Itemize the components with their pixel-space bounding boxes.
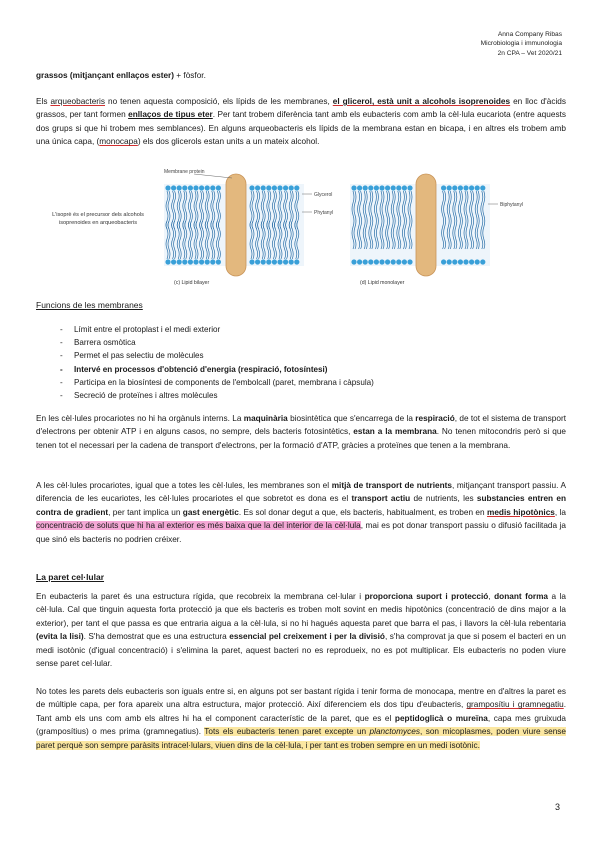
lipid-head bbox=[351, 259, 356, 264]
lipid-head bbox=[458, 259, 463, 264]
lipid-head bbox=[374, 185, 379, 190]
membrane-protein-shape bbox=[226, 174, 246, 276]
caption-lipid-monolayer: (d) Lipid monolayer bbox=[360, 280, 405, 286]
lipid-bilayer-diagram bbox=[164, 169, 333, 286]
lipid-head bbox=[480, 259, 485, 264]
functions-item: - Secreció de proteïnes i altres molècules bbox=[36, 389, 556, 402]
lipid-head bbox=[385, 259, 390, 264]
lipid-head bbox=[379, 259, 384, 264]
functions-item: - Intervé en processos d'obtenció d'energia (respiració, fotosíntesi) bbox=[36, 363, 556, 376]
lipid-head bbox=[193, 259, 198, 264]
lipid-head bbox=[452, 185, 457, 190]
caption-lipid-bilayer: (c) Lipid bilayer bbox=[174, 280, 210, 286]
lipid-monolayer-diagram bbox=[350, 174, 523, 286]
lipid-head bbox=[261, 259, 266, 264]
lipid-head bbox=[407, 185, 412, 190]
lipid-head bbox=[357, 185, 362, 190]
lipid-head bbox=[368, 259, 373, 264]
isoprene-side-note: L'isoprè és el precursor dels alcohols isoprenoides en arqueobacteris bbox=[52, 212, 144, 226]
lipid-head bbox=[266, 185, 271, 190]
paragraph-wall: En eubacteris la paret és una estructura rígida, que recobreix la membrana cel·lular i proporciona suport i protecció, donant forma a la cèl·lula. Cal que tinguin aquesta forta protecció ja que els bacteris es troben molt sovint en medis hipotònics (concentració de dins major a la exterior), per tant el que passa es que entraria aigua a la cèl·lula, si no hi hagués aquesta paret que barra el pas, i llavors la cèl·lula rebentaria (evita la lisi). S'ha demostrat que es una estructura essencial pel creixement i per la divisió, s'ha comprovat ja que si posem el bacteri en un medi isotònic (d'igual concentració) i s'elimina la paret, aquest bacteri no es reprodueix, no es pot multiplicar. Els eubacteris no poden viure sense paret cel·lular. bbox=[36, 592, 567, 669]
lipid-head bbox=[199, 259, 204, 264]
lipid-head bbox=[216, 259, 221, 264]
lipid-head bbox=[480, 185, 485, 190]
lipid-head bbox=[210, 259, 215, 264]
functions-list bbox=[36, 323, 556, 402]
lipid-head bbox=[469, 185, 474, 190]
page-header bbox=[481, 30, 562, 58]
lipid-head bbox=[272, 259, 277, 264]
wall-heading: La paret cel·lular bbox=[36, 572, 105, 582]
lipid-head bbox=[402, 259, 407, 264]
lipid-head bbox=[249, 259, 254, 264]
lipid-head bbox=[463, 185, 468, 190]
lipid-head bbox=[283, 259, 288, 264]
label-phytanyl: Phytanyl bbox=[314, 210, 334, 216]
lipid-head bbox=[188, 185, 193, 190]
header-course: 2n CPA – Vet 2020/21 bbox=[497, 49, 562, 57]
lipid-layers-diagram bbox=[154, 164, 554, 288]
lipid-head bbox=[396, 259, 401, 264]
lipid-head bbox=[458, 185, 463, 190]
lipid-head bbox=[188, 259, 193, 264]
lipid-head bbox=[469, 259, 474, 264]
lipid-head bbox=[249, 185, 254, 190]
header-author: Anna Company Ribas bbox=[497, 31, 562, 38]
lipid-head bbox=[255, 185, 260, 190]
lipid-head bbox=[182, 185, 187, 190]
lipid-head bbox=[447, 185, 452, 190]
lipid-head bbox=[396, 185, 401, 190]
label-membrane-protein: Membrane protein bbox=[164, 169, 205, 175]
functions-item: - Límit entre el protoplast i el medi exterior bbox=[36, 323, 556, 336]
lipid-head bbox=[407, 259, 412, 264]
lipid-head bbox=[266, 259, 271, 264]
lipid-head bbox=[463, 259, 468, 264]
lipid-head bbox=[205, 185, 210, 190]
lipid-head bbox=[165, 259, 170, 264]
lipid-head bbox=[475, 259, 480, 264]
lipid-head bbox=[289, 259, 294, 264]
paragraph-intro-continuation: grassos (mitjançant enllaços ester) + fòsfor. bbox=[36, 71, 206, 80]
lipid-head bbox=[363, 259, 368, 264]
paragraph-transport: A les cèl·lules procariotes, igual que a totes les cèl·lules, les membranes son el mitjà de transport de nutrients, mitjançant transport passiu. A diferencia de les eucariotes, les cèl·lules procariotes el que sobretot es dona es el transport actiu de nutrients, les substancies entren en contra de gradient, per tant implica un gast energètic. Es sol donar degut a que, els bacteris, habitualment, es troben en medis hipotònics, la concentració de soluts que hi ha al exterior es més baixa que la del interior de la cèl·lula, mai es pot donar transport passiu o difusió facilitada ja que sinó els bacteris no podrien créixer. bbox=[36, 481, 566, 544]
lipid-head bbox=[368, 185, 373, 190]
lipid-head bbox=[363, 185, 368, 190]
lipid-head bbox=[402, 185, 407, 190]
lipid-head bbox=[447, 259, 452, 264]
lipid-head bbox=[165, 185, 170, 190]
page-number: 3 bbox=[554, 802, 560, 812]
header-subject: Microbiologia i immunologia bbox=[480, 40, 562, 48]
lipid-head bbox=[199, 185, 204, 190]
lipid-head bbox=[351, 185, 356, 190]
functions-heading: Funcions de les membranes bbox=[36, 300, 143, 310]
functions-item: - Participa en la biosíntesi de components de l'embolcall (paret, membrana i càpsula) bbox=[36, 376, 556, 389]
lipid-head bbox=[294, 185, 299, 190]
lipid-head bbox=[391, 259, 396, 264]
lipid-head bbox=[205, 259, 210, 264]
lipid-head bbox=[374, 259, 379, 264]
label-glycerol: Glycerol bbox=[314, 192, 333, 198]
label-biphytanyl: Biphytanyl bbox=[500, 202, 524, 208]
lipid-head bbox=[193, 185, 198, 190]
lipid-head bbox=[216, 185, 221, 190]
membrane-figure bbox=[36, 164, 566, 290]
paragraph-organelles: En les cèl·lules procariotes no hi ha orgànuls interns. La maquinària biosintètica que s'encarrega de la respiració, de tot el sistema de transport d'electrons per obtenir ATP i en alguns casos, no sempre, dels bacteris fotosintètics, estan a la membrana. No tenen mitocondris però si que tenen tot el necessari per la cadena de transport d'electrons, per la formació d'ATP, gràcies a proteïnes que tenen a la membrana. bbox=[36, 414, 566, 450]
lipid-head bbox=[379, 185, 384, 190]
lipid-head bbox=[255, 259, 260, 264]
lipid-head bbox=[272, 185, 277, 190]
lipid-head bbox=[289, 185, 294, 190]
functions-item: - Barrera osmòtica bbox=[36, 336, 556, 349]
functions-item: - Permet el pas selectiu de molècules bbox=[36, 349, 556, 362]
lipid-head bbox=[452, 259, 457, 264]
lipid-head bbox=[210, 185, 215, 190]
lipid-head bbox=[294, 259, 299, 264]
lipid-head bbox=[385, 185, 390, 190]
lipid-head bbox=[277, 259, 282, 264]
lipid-head bbox=[441, 259, 446, 264]
lipid-head bbox=[283, 185, 288, 190]
lipid-head bbox=[277, 185, 282, 190]
lipid-head bbox=[171, 185, 176, 190]
lipid-head bbox=[177, 259, 182, 264]
lipid-head bbox=[391, 185, 396, 190]
lipid-head bbox=[171, 259, 176, 264]
membrane-protein-shape-monolayer bbox=[416, 174, 436, 276]
lipid-head bbox=[475, 185, 480, 190]
lipid-head bbox=[182, 259, 187, 264]
lipid-head bbox=[177, 185, 182, 190]
lipid-head bbox=[441, 185, 446, 190]
paragraph-archaea: Els arqueobacteris no tenen aquesta composició, els lípids de les membranes, el glicerol, està unit a alcohols isoprenoides en lloc d'àcids grassos, per tant formen enllaços de tipus eter. Per tant trobem diferència tant amb els eubacteris com amb la cèl·lula eucariota (entre aquests dos grups si que hi trobem mes semblances). En alguns arqueobacteris els lípids de la membrana estan en bicapa, i en altres els trobem amb una única capa, (monocapa) els dos glicerols estan units a un mateix alcohol. bbox=[36, 97, 566, 147]
lipid-head bbox=[261, 185, 266, 190]
lipid-head bbox=[357, 259, 362, 264]
paragraph-wall-types: No totes les parets dels eubacteris son iguals entre si, en alguns pot ser bastant rígida i tenir forma de monocapa, mentre en d'altres la paret es de múltiple capa, per fora apareix una altra estructura, major protecció. Així diferenciem els dos tipu d'eubacteris, gramposítiu i gramnegatiu. Tant amb els uns com amb els altres hi ha el component característic de la paret, que es el peptidoglicà o mureïna, capa mes gruixuda (gramposítius) o mes prima (gramnegatius). Tots els eubacteris tenen paret excepte un planctomyces, son micoplasmes, poden viure sense paret perquè son sempre paràsits intracel·lulars, viuen dins de la cèl·lula, i per tant es troben sempre en un medi isotònic. bbox=[36, 687, 567, 750]
